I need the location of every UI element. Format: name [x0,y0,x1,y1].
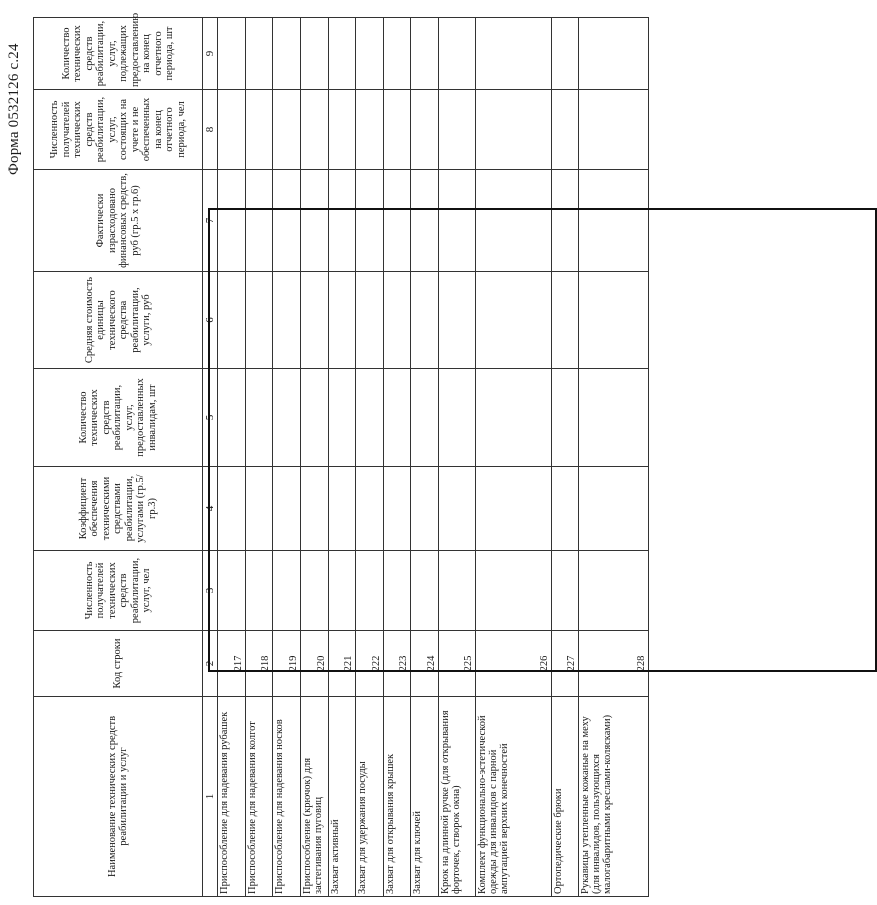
column-number: 1 [203,697,218,897]
value-cell-col-8[interactable] [383,90,411,170]
value-cell-col-7[interactable] [218,170,246,272]
header-average-cost: Средняя стоимость единицы технического средства реабилитации, услуги, руб [34,272,203,369]
value-cell-col-5[interactable] [579,369,649,467]
header-actual-spent: Фактически израсходовано финансовых средств, руб (гр.5 х гр.6) [34,170,203,272]
value-cell-col-7[interactable] [273,170,301,272]
value-cell-col-6[interactable] [328,272,356,369]
value-cell-col-3[interactable] [273,551,301,631]
value-cell-col-9[interactable] [383,18,411,90]
table-row [579,18,649,897]
value-cell-col-8[interactable] [328,90,356,170]
value-cell-col-6[interactable] [475,272,551,369]
value-cell-col-5[interactable] [328,369,356,467]
value-cell-col-6[interactable] [579,272,649,369]
value-cell-col-5[interactable] [356,369,384,467]
table-row [411,18,439,897]
value-cell-col-5[interactable] [551,369,579,467]
column-number: 9 [203,18,218,90]
value-cell-col-4[interactable] [245,467,273,551]
item-name: Приспособление для надевания рубашек [218,697,246,897]
value-cell-col-3[interactable] [411,551,439,631]
value-cell-col-9[interactable] [438,18,475,90]
value-cell-col-6[interactable] [356,272,384,369]
column-number: 6 [203,272,218,369]
header-not-provided: Численность получателей технических средств реабилитации, услуг, состоящих на учете и не обеспеченных на конец отчетного периода, чел [34,90,203,170]
header-to-provide: Количество технических средств реабилитации, услуг, подлежащих предоставлению на конец отчетного периода, шт [34,18,203,90]
value-cell-col-8[interactable] [218,90,246,170]
value-cell-col-8[interactable] [411,90,439,170]
value-cell-col-9[interactable] [218,18,246,90]
value-cell-col-4[interactable] [218,467,246,551]
value-cell-col-9[interactable] [356,18,384,90]
item-name: Ортопедические брюки [551,697,579,897]
value-cell-col-3[interactable] [438,551,475,631]
value-cell-col-5[interactable] [273,369,301,467]
value-cell-col-4[interactable] [475,467,551,551]
header-row [34,18,203,897]
value-cell-col-7[interactable] [551,170,579,272]
value-cell-col-5[interactable] [383,369,411,467]
row-code: 218 [245,631,273,697]
value-cell-col-9[interactable] [411,18,439,90]
column-number: 5 [203,369,218,467]
item-name: Захват для ключей [411,697,439,897]
value-cell-col-4[interactable] [411,467,439,551]
value-cell-col-8[interactable] [356,90,384,170]
value-cell-col-7[interactable] [356,170,384,272]
row-code: 225 [438,631,475,697]
row-code: 227 [551,631,579,697]
value-cell-col-6[interactable] [300,272,328,369]
value-cell-col-7[interactable] [438,170,475,272]
table-row [438,18,475,897]
value-cell-col-4[interactable] [551,467,579,551]
value-cell-col-6[interactable] [273,272,301,369]
table-row [551,18,579,897]
value-cell-col-5[interactable] [411,369,439,467]
value-cell-col-4[interactable] [328,467,356,551]
value-cell-col-3[interactable] [328,551,356,631]
item-name: Комплект функционально-эстетической одежды для инвалидов с парной ампутацией верхних конечностей [475,697,551,897]
value-cell-col-3[interactable] [579,551,649,631]
row-code: 217 [218,631,246,697]
value-cell-col-3[interactable] [475,551,551,631]
table-row [273,18,301,897]
item-name: Захват для удержания посуды [356,697,384,897]
value-cell-col-3[interactable] [300,551,328,631]
value-cell-col-4[interactable] [300,467,328,551]
value-cell-col-8[interactable] [475,90,551,170]
value-cell-col-6[interactable] [383,272,411,369]
report-table [33,12,649,897]
value-cell-col-3[interactable] [356,551,384,631]
value-cell-col-6[interactable] [411,272,439,369]
value-cell-col-3[interactable] [218,551,246,631]
value-cell-col-4[interactable] [383,467,411,551]
row-code: 221 [328,631,356,697]
table-row [300,18,328,897]
item-name: Приспособление для надевания колгот [245,697,273,897]
value-cell-col-4[interactable] [273,467,301,551]
column-number: 7 [203,170,218,272]
value-cell-col-7[interactable] [383,170,411,272]
value-cell-col-7[interactable] [300,170,328,272]
header-code: Код строки [34,631,203,697]
value-cell-col-4[interactable] [579,467,649,551]
table-row [245,18,273,897]
value-cell-col-8[interactable] [438,90,475,170]
value-cell-col-9[interactable] [273,18,301,90]
value-cell-col-8[interactable] [300,90,328,170]
value-cell-col-6[interactable] [245,272,273,369]
value-cell-col-3[interactable] [245,551,273,631]
row-code: 224 [411,631,439,697]
column-number: 8 [203,90,218,170]
value-cell-col-4[interactable] [356,467,384,551]
value-cell-col-9[interactable] [551,18,579,90]
value-cell-col-7[interactable] [579,170,649,272]
form-reference: Форма 0532126 с.24 [6,43,22,175]
item-name: Крюк на длинной ручке (для открывания форточек, створок окна) [438,697,475,897]
value-cell-col-5[interactable] [475,369,551,467]
column-number: 3 [203,551,218,631]
value-cell-col-6[interactable] [551,272,579,369]
value-cell-col-9[interactable] [475,18,551,90]
value-cell-col-3[interactable] [383,551,411,631]
value-cell-col-4[interactable] [438,467,475,551]
row-code: 222 [356,631,384,697]
row-code: 220 [300,631,328,697]
value-cell-col-8[interactable] [579,90,649,170]
row-code: 223 [383,631,411,697]
value-cell-col-5[interactable] [300,369,328,467]
value-cell-col-8[interactable] [551,90,579,170]
item-name: Рукавицы утепленные кожаные на меху (для инвалидов, пользующихся малогабаритными креслами-колясками) [579,697,649,897]
header-quantity: Количество технических средств реабилитации, услуг, предоставленных инвалидам, шт [34,369,203,467]
item-name: Приспособление для надевания носков [273,697,301,897]
item-name: Захват активный [328,697,356,897]
value-cell-col-3[interactable] [551,551,579,631]
value-cell-col-7[interactable] [328,170,356,272]
value-cell-col-6[interactable] [438,272,475,369]
value-cell-col-7[interactable] [411,170,439,272]
column-number: 4 [203,467,218,551]
row-code: 219 [273,631,301,697]
value-cell-col-8[interactable] [245,90,273,170]
table-row [475,18,551,897]
item-name: Захват для открывания крышек [383,697,411,897]
header-recipients: Численность получателей технических средств реабилитации, услуг, чел [34,551,203,631]
value-cell-col-9[interactable] [579,18,649,90]
value-cell-col-6[interactable] [218,272,246,369]
table-row [356,18,384,897]
value-cell-col-8[interactable] [273,90,301,170]
value-cell-col-5[interactable] [245,369,273,467]
column-number: 2 [203,631,218,697]
table-row [383,18,411,897]
table-row [328,18,356,897]
value-cell-col-7[interactable] [475,170,551,272]
value-cell-col-9[interactable] [328,18,356,90]
value-cell-col-9[interactable] [300,18,328,90]
column-number-row [203,18,218,897]
value-cell-col-5[interactable] [438,369,475,467]
item-name: Приспособление (крючок) для застегивания пуговиц [300,697,328,897]
table-row [218,18,246,897]
value-cell-col-9[interactable] [245,18,273,90]
header-coefficient: Коэффициент обеспечения техническими средствами реабилитации, услугами (гр.5/гр.3) [34,467,203,551]
value-cell-col-7[interactable] [245,170,273,272]
header-name: Наименование технических средств реабилитации и услуг [34,697,203,897]
row-code: 226 [475,631,551,697]
value-cell-col-5[interactable] [218,369,246,467]
row-code: 228 [579,631,649,697]
